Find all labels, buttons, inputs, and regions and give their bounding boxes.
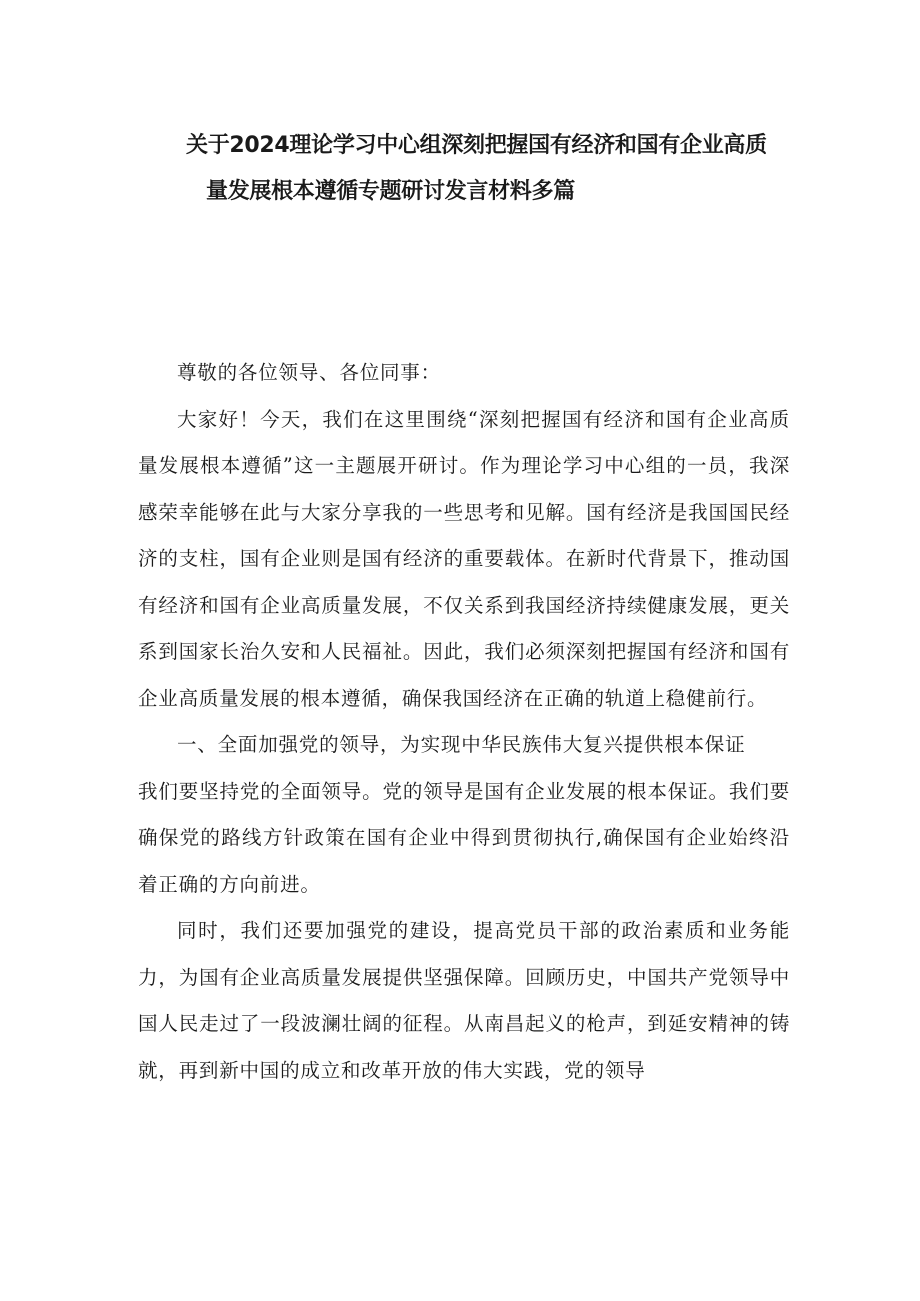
title-line-2: 量发展根本遵循专题研讨发言材料多篇: [206, 178, 575, 204]
paragraph-party-leadership: 我们要坚持党的全面领导。党的领导是国有企业发展的根本保证。我们要确保党的路线方针政策在国有企业中得到贯彻执行,确保国有企业始终沿着正确的方向前进。: [138, 779, 790, 896]
document-body: [138, 350, 790, 1094]
salutation: 尊敬的各位领导、各位同事：: [177, 361, 441, 384]
paragraph-intro: 大家好！今天，我们在这里围绕“深刻把握国有经济和国有企业高质量发展根本遵循”这一主题展开研讨。作为理论学习中心组的一员，我深感荣幸能够在此与大家分享我的一些思考和见解。国有经济是我国国民经济的支柱，国有企业则是国有经济的重要载体。在新时代背景下，推动国有经济和国有企业高质量发展，不仅关系到我国经济持续健康发展，更关系到国家长治久安和人民福祉。因此，我们必须深刻把握国有经济和国有企业高质量发展的根本遵循，确保我国经济在正确的轨道上稳健前行。: [138, 407, 790, 710]
paragraph-party-building: 同时，我们还要加强党的建设，提高党员干部的政治素质和业务能力，为国有企业高质量发展提供坚强保障。回顾历史，中国共产党领导中国人民走过了一段波澜壮阔的征程。从南昌起义的枪声，到延安精神的铸就，再到新中国的成立和改革开放的伟大实践，党的领导: [138, 919, 790, 1082]
section-heading-1: 一、全面加强党的领导，为实现中华民族伟大复兴提供根本保证: [177, 733, 746, 756]
title-line-1: 关于2024理论学习中心组深刻把握国有经济和国有企业高质: [186, 132, 767, 158]
